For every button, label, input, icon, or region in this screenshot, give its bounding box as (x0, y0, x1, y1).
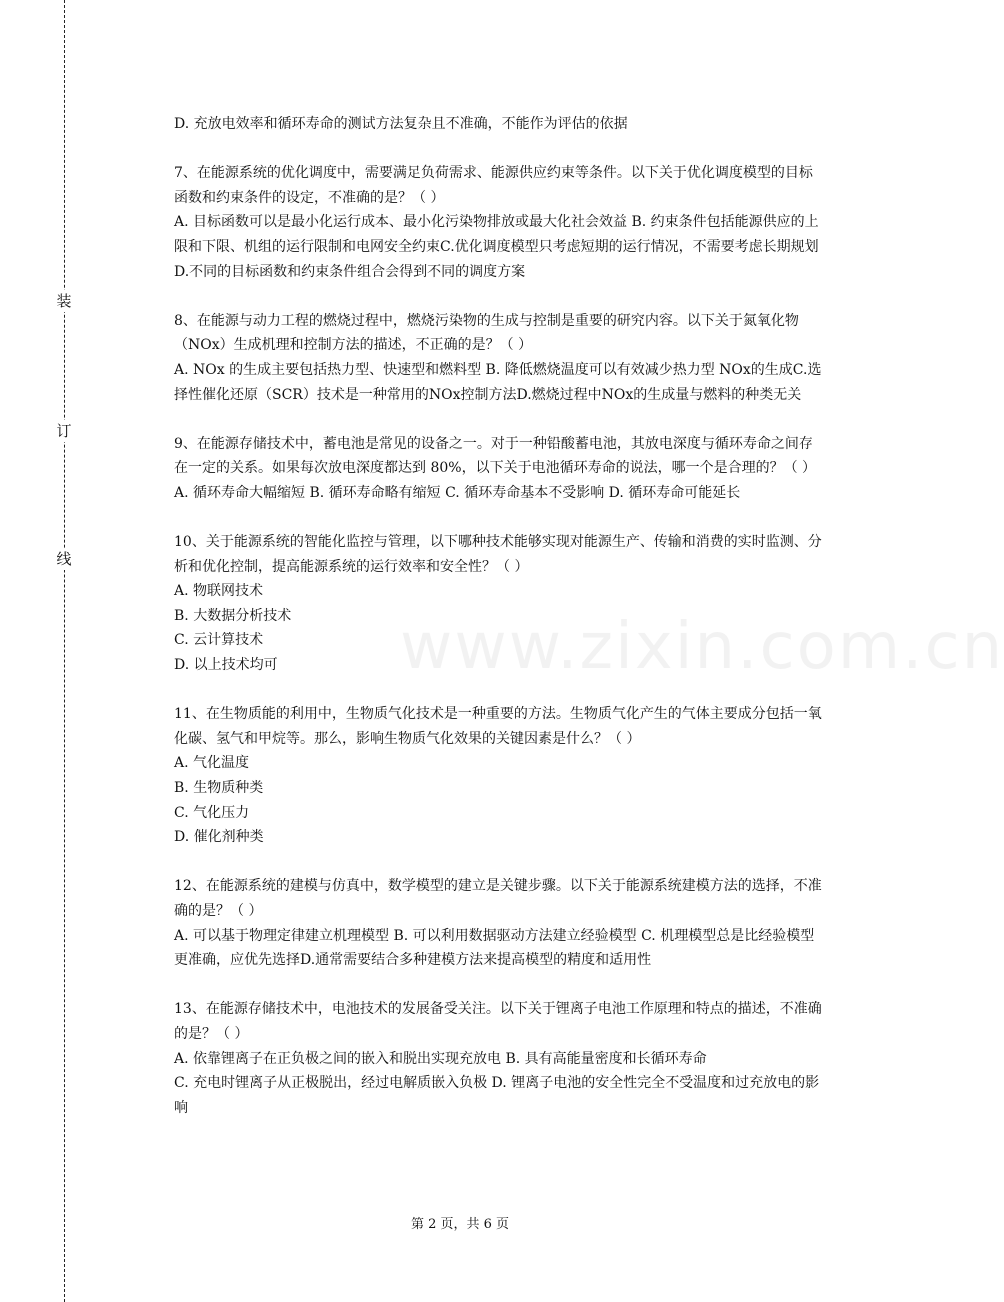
binding-char-xian: 线 (50, 548, 78, 570)
question-11 (174, 702, 822, 850)
binding-char-ding: 订 (50, 420, 78, 442)
option-line: A. 依靠锂离子在正负极之间的嵌入和脱出实现充放电 B. 具有高能量密度和长循环寿命 (174, 1050, 707, 1067)
question-stem: 9、在能源存储技术中，蓄电池是常见的设备之一。对于一种铅酸蓄电池，其放电深度与循环寿命之间存在一定的关系。如果每次放电深度都达到 80%，以下关于电池循环寿命的说法，哪一个是合理的？（ ） (174, 435, 817, 477)
option-b: B. 大数据分析技术 (174, 607, 292, 624)
option-line: C. 充电时锂离子从正极脱出，经过电解质嵌入负极 D. 锂离子电池的安全性完全不受温度和过充放电的影响 (174, 1075, 820, 1116)
question-12 (174, 874, 822, 972)
option-a: A. 气化温度 (174, 755, 250, 772)
binding-char-zhuang: 装 (50, 290, 78, 312)
option-c: C. 气化压力 (174, 804, 250, 821)
option-line: A. NOx 的生成主要包括热力型、快速型和燃料型 B. 降低燃烧温度可以有效减少热力型 NOx的生成C.选择性催化还原（SCR）技术是一种常用的NOx控制方法D.燃烧过程中NOx的生成量与燃料的种类无关 (174, 361, 822, 403)
option-c: C. 云计算技术 (174, 632, 264, 649)
watermark: www.zixin.com.cn (400, 610, 1004, 684)
question-stem: 13、在能源存储技术中，电池技术的发展备受关注。以下关于锂离子电池工作原理和特点的描述，不准确的是？（ ） (174, 1001, 822, 1042)
question-9 (174, 432, 822, 506)
option-d: D. 以上技术均可 (174, 657, 278, 674)
document-body (174, 112, 822, 1145)
option-line: A. 目标函数可以是最小化运行成本、最小化污染物排放或最大化社会效益 B. 约束条件包括能源供应的上限和下限、机组的运行限制和电网安全约束C.优化调度模型只考虑短期的运行情况，不需要考虑长期规划D.不同的目标函数和约束条件组合会得到不同的调度方案 (174, 214, 819, 280)
question-8 (174, 309, 822, 407)
question-7 (174, 161, 822, 284)
option-a: A. 物联网技术 (174, 583, 264, 600)
option-b: B. 生物质种类 (174, 780, 264, 797)
question-stem: 10、关于能源系统的智能化监控与管理，以下哪种技术能够实现对能源生产、传输和消费的实时监测、分析和优化控制，提高能源系统的运行效率和安全性？（ ） (174, 534, 822, 575)
option-line: D. 充放电效率和循环寿命的测试方法复杂且不准确，不能作为评估的依据 (174, 116, 628, 132)
question-stem: 7、在能源系统的优化调度中，需要满足负荷需求、能源供应约束等条件。以下关于优化调度模型的目标函数和约束条件的设定，不准确的是？（ ） (174, 165, 813, 206)
option-line: A. 循环寿命大幅缩短 B. 循环寿命略有缩短 C. 循环寿命基本不受影响 D. 循环寿命可能延长 (174, 484, 741, 501)
page-number-footer: 第 2 页，共 6 页 (410, 1217, 510, 1232)
option-line: A. 可以基于物理定律建立机理模型 B. 可以利用数据驱动方法建立经验模型 C. 机理模型总是比经验模型更准确，应优先选择D.通常需要结合多种建模方法来提高模型的精度和适用性 (174, 927, 815, 969)
question-13 (174, 997, 822, 1120)
option-d: D. 催化剂种类 (174, 829, 264, 846)
question-stem: 12、在能源系统的建模与仿真中，数学模型的建立是关键步骤。以下关于能源系统建模方法的选择，不准确的是？（ ） (174, 878, 822, 919)
question-6-tail (174, 112, 822, 137)
question-10 (174, 530, 822, 678)
question-stem: 8、在能源与动力工程的燃烧过程中，燃烧污染物的生成与控制是重要的研究内容。以下关于氮氧化物（NOx）生成机理和控制方法的描述，不正确的是？（ ） (174, 312, 799, 354)
binding-dashed-line (64, 0, 65, 1302)
question-stem: 11、在生物质能的利用中，生物质气化技术是一种重要的方法。生物质气化产生的气体主要成分包括一氧化碳、氢气和甲烷等。那么，影响生物质气化效果的关键因素是什么？（ ） (174, 706, 822, 747)
